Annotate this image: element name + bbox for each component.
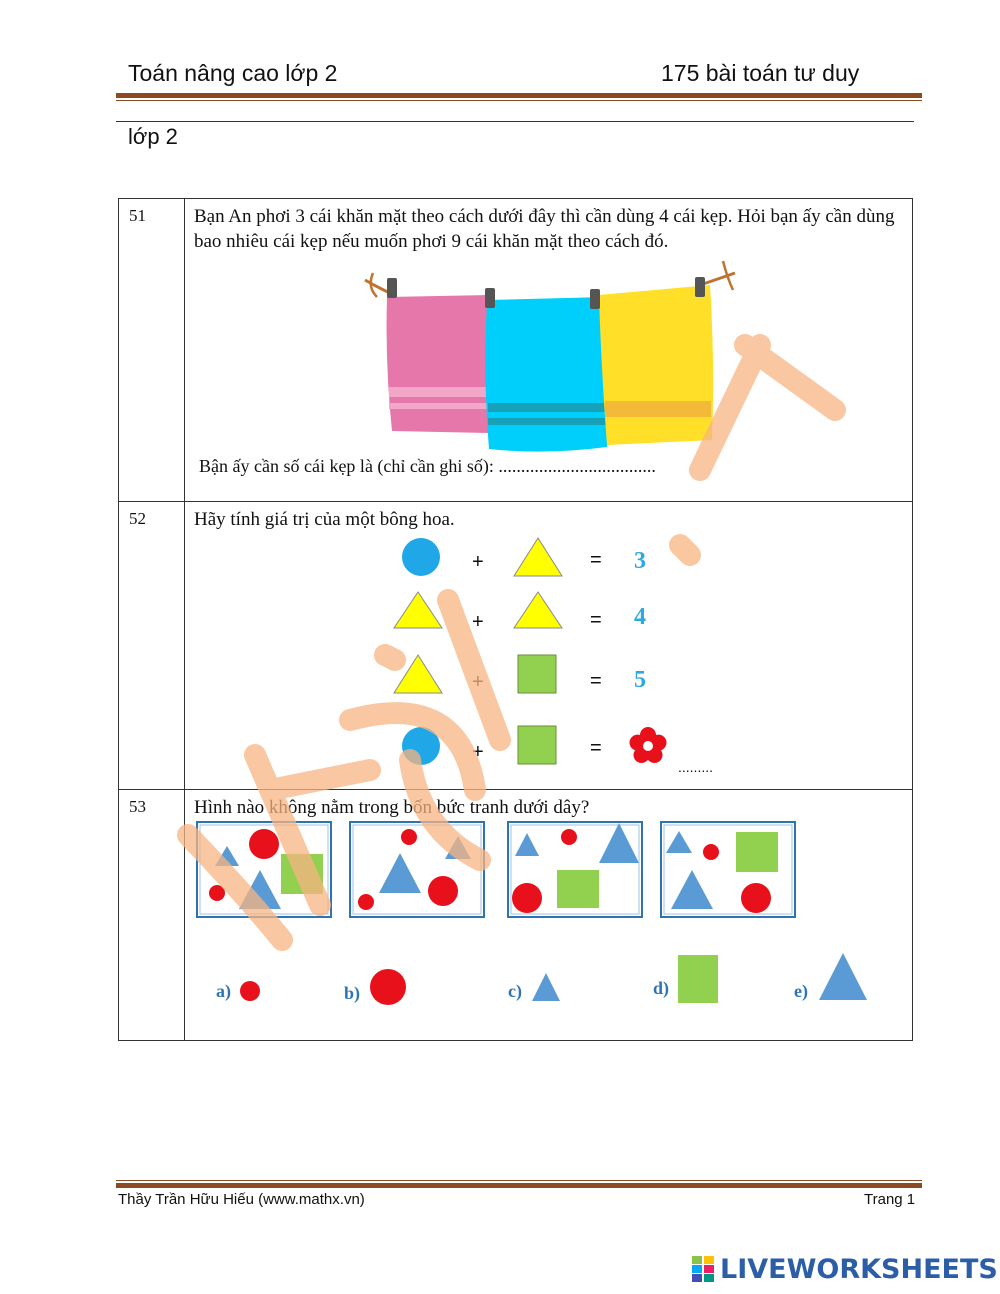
option-b[interactable] (344, 969, 406, 1005)
subtitle: lớp 2 (128, 124, 178, 149)
equals-sign: = (590, 670, 602, 692)
option-a[interactable] (216, 981, 260, 1002)
svg-text:a): a) (216, 981, 231, 1001)
triangle-icon (394, 592, 442, 628)
answer-blank[interactable]: ......... (678, 759, 714, 775)
clip-icon (695, 277, 705, 297)
result-value: 5 (634, 667, 646, 693)
subtitle-divider (116, 121, 914, 122)
circle-icon (402, 538, 440, 576)
row-divider (119, 501, 912, 502)
liveworksheets-logo[interactable] (692, 1252, 998, 1286)
towels-illustration (355, 255, 745, 460)
question-number: 53 (129, 797, 146, 816)
svg-text:d): d) (653, 978, 670, 998)
footer-rule-thin (116, 1180, 922, 1181)
flower-icon (630, 727, 667, 763)
flower-equations (380, 530, 740, 780)
yellow-towel (599, 285, 713, 445)
footer-author: Thầy Trần Hữu Hiếu (www.mathx.vn) (118, 1191, 365, 1208)
svg-text:c): c) (508, 981, 522, 1001)
header-rule-thin (116, 100, 922, 101)
picture-3 (508, 822, 642, 917)
plus-sign: + (472, 551, 484, 573)
answer-prompt[interactable]: Bận ấy cần số cái kẹp là (chỉ cần ghi số): ................................... (199, 456, 656, 476)
option-d[interactable] (653, 955, 718, 1003)
header-left-title: Toán nâng cao lớp 2 (128, 60, 338, 86)
plus-sign: + (472, 611, 484, 633)
triangle-icon (514, 592, 562, 628)
blue-towel (485, 297, 608, 452)
four-pictures (195, 820, 800, 920)
equals-sign: = (590, 549, 602, 571)
square-icon (518, 726, 556, 764)
footer-rule-thick (116, 1183, 922, 1188)
triangle-icon (394, 655, 442, 693)
result-value: 3 (634, 548, 646, 574)
question-text: Hãy tính giá trị của một bông hoa. (194, 509, 455, 530)
picture-2 (350, 822, 484, 917)
plus-sign: + (472, 741, 484, 763)
header-rule-thick (116, 93, 922, 98)
option-c[interactable] (508, 973, 560, 1002)
svg-text:b): b) (344, 983, 361, 1003)
picture-4 (661, 822, 795, 917)
pink-towel (387, 295, 492, 433)
question-text: Bạn An phơi 3 cái khăn mặt theo cách dưới đây thì cần dùng 4 cái kẹp. Hỏi bạn ấy cần dùng bao nhiêu cái kẹp nếu muốn phơi 9 cái khăn mặt theo cách đó. (194, 206, 895, 252)
column-divider (184, 199, 185, 1040)
circle-icon (402, 727, 440, 765)
clip-icon (485, 288, 495, 308)
logo-text: LIVEWORKSHEETS (720, 1253, 998, 1285)
question-number: 51 (129, 206, 146, 225)
footer-page-number: Trang 1 (864, 1191, 916, 1208)
plus-sign: + (472, 671, 484, 693)
svg-text:e): e) (794, 981, 808, 1001)
header-right-title: 175 bài toán tư duy (661, 60, 860, 86)
square-icon (518, 655, 556, 693)
option-e[interactable] (794, 953, 867, 1002)
triangle-icon (514, 538, 562, 576)
row-divider (119, 789, 912, 790)
answer-options (210, 945, 880, 1010)
question-text: Hình nào không nằm trong bốn bức tranh dưới dây? (194, 797, 590, 818)
result-value: 4 (634, 604, 646, 630)
clip-icon (387, 278, 397, 298)
picture-1 (197, 822, 331, 917)
clip-icon (590, 289, 600, 309)
question-number: 52 (129, 509, 146, 528)
equals-sign: = (590, 737, 602, 759)
logo-blocks-icon (692, 1256, 714, 1282)
equals-sign: = (590, 609, 602, 631)
